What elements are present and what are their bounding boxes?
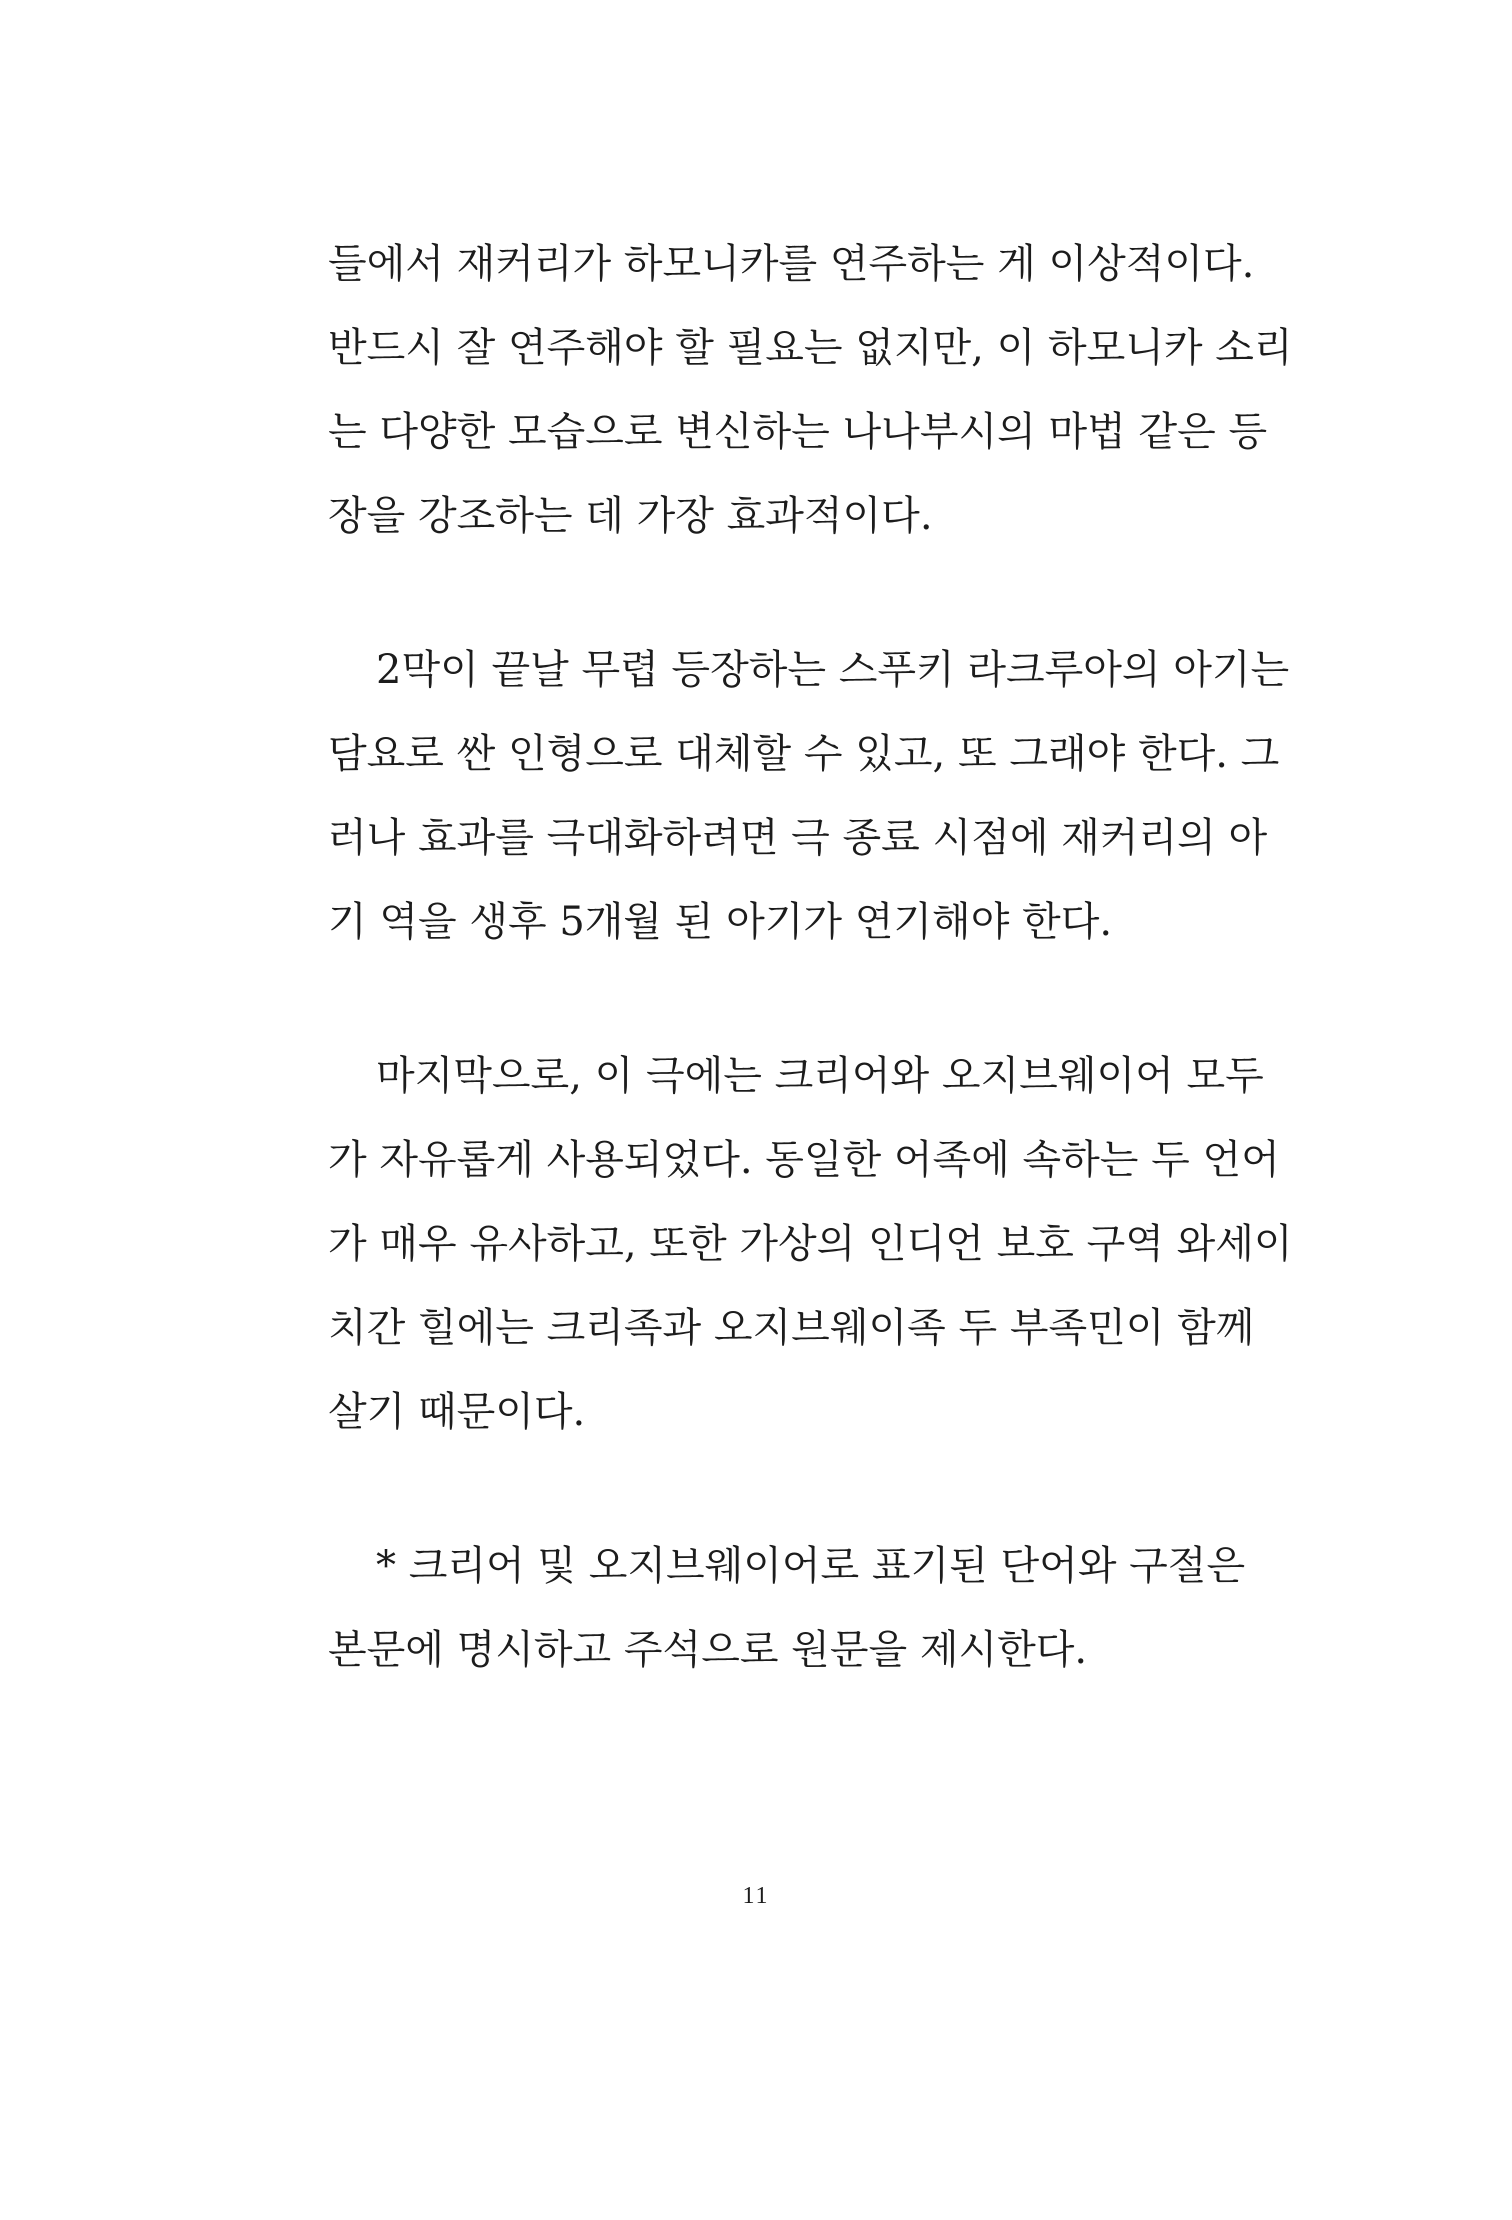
text-line: * 크리어 및 오지브웨이어로 표기된 단어와 구절은 (376, 1543, 1246, 1589)
text-line: 2막이 끝날 무렵 등장하는 스푸키 라크루아의 아기는 (376, 647, 1290, 693)
text-line: 가 자유롭게 사용되었다. 동일한 어족에 속하는 두 언어 (328, 1137, 1280, 1183)
text-line: 는 다양한 모습으로 변신하는 나나부시의 마법 같은 등 (328, 409, 1268, 455)
text-line: 러나 효과를 극대화하려면 극 종료 시점에 재커리의 아 (328, 815, 1268, 861)
page-number: 11 (742, 1883, 770, 1909)
text-line: 들에서 재커리가 하모니카를 연주하는 게 이상적이다. (328, 241, 1255, 287)
text-line: 장을 강조하는 데 가장 효과적이다. (328, 493, 933, 539)
text-line: 담요로 싼 인형으로 대체할 수 있고, 또 그래야 한다. 그 (328, 731, 1280, 777)
text-line: 살기 때문이다. (328, 1389, 586, 1435)
text-line: 가 매우 유사하고, 또한 가상의 인디언 보호 구역 와세이 (328, 1221, 1293, 1267)
text-line: 반드시 잘 연주해야 할 필요는 없지만, 이 하모니카 소리 (328, 325, 1293, 371)
text-line: 마지막으로, 이 극에는 크리어와 오지브웨이어 모두 (376, 1053, 1264, 1099)
text-line: 본문에 명시하고 주석으로 원문을 제시한다. (328, 1627, 1088, 1673)
text-line: 기 역을 생후 5개월 된 아기가 연기해야 한다. (328, 899, 1113, 945)
text-line: 치간 힐에는 크리족과 오지브웨이족 두 부족민이 함께 (328, 1305, 1255, 1351)
